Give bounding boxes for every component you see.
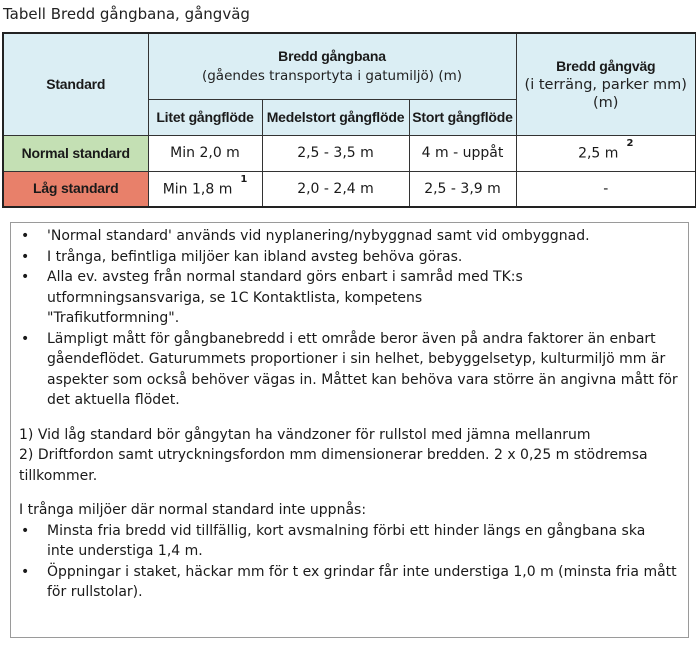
header-gangvag-title: Bredd gångväg xyxy=(556,57,656,74)
footnote-ref-1: 1 xyxy=(240,173,248,185)
header-stort-label: Stort gångflöde xyxy=(412,108,513,125)
row-label-normal-text: Normal standard xyxy=(21,144,130,161)
row-label-normal xyxy=(3,135,148,171)
cell-low-gangvag xyxy=(516,171,696,207)
header-gangvag xyxy=(516,33,696,135)
header-gangbana-group xyxy=(148,33,516,99)
list-item xyxy=(11,329,688,411)
header-gangvag-subtitle: (i terräng, parker mm) xyxy=(524,76,687,93)
list-item xyxy=(11,226,688,247)
list-item xyxy=(11,562,688,603)
header-gangbana-title: Bredd gångbana xyxy=(278,48,386,65)
cell-normal-gangvag-value: 2,5 m xyxy=(578,145,619,162)
cell-low-medel xyxy=(262,171,409,207)
header-gangvag-unit: (m) xyxy=(593,94,619,111)
cell-low-gangvag-value: - xyxy=(603,180,609,197)
bullet-icon: • xyxy=(21,522,30,539)
list-item-text: 'Normal standard' används vid nyplanering/nybyggnad samt vid ombyggnad. xyxy=(47,228,590,244)
cell-low-stort xyxy=(409,171,516,207)
header-medel xyxy=(262,99,409,135)
list-item xyxy=(11,267,688,329)
header-stort xyxy=(409,99,516,135)
narrow-environment-intro: I trånga miljöer där normal standard inte uppnås: xyxy=(19,502,367,518)
row-label-low xyxy=(3,171,148,207)
header-standard xyxy=(3,33,148,135)
list-item xyxy=(11,521,688,562)
bullet-icon: • xyxy=(21,228,30,244)
footnote-1: 1) Vid låg standard bör gångytan ha vändzoner för rullstol med jämna mellanrum xyxy=(19,426,591,443)
header-gangbana-subtitle: (gåendes transportyta i gatumiljö) (m) xyxy=(201,68,463,85)
table-row-low xyxy=(3,171,696,207)
cell-normal-stort xyxy=(409,135,516,171)
notes-box xyxy=(10,222,689,638)
list-item-text: I trånga, befintliga miljöer kan ibland avsteg behöva göras. xyxy=(47,248,463,265)
bullet-icon: • xyxy=(21,248,30,265)
list-item-text: Minsta fria bredd vid tillfällig, kort avsmalning förbi ett hinder längs en gångbana ska inte understiga 1,4 m. xyxy=(47,522,646,559)
footnote-ref-2: 2 xyxy=(626,138,634,150)
table-row-normal xyxy=(3,135,696,171)
bullet-icon: • xyxy=(21,269,30,285)
cell-normal-litet-value: Min 2,0 m xyxy=(170,145,240,161)
cell-normal-medel-value: 2,5 - 3,5 m xyxy=(297,145,374,161)
row-label-low-text: Låg standard xyxy=(32,180,119,197)
list-item xyxy=(11,247,688,268)
list-item-text: Öppningar i staket, häckar mm för t ex grindar får inte understiga 1,0 m (minsta fria mått för rullstolar). xyxy=(47,563,677,600)
cell-low-medel-value: 2,0 - 2,4 m xyxy=(297,180,374,197)
header-standard-label: Standard xyxy=(46,75,106,92)
cell-low-stort-value: 2,5 - 3,9 m xyxy=(424,180,501,197)
header-litet xyxy=(148,99,262,135)
cell-low-litet xyxy=(148,171,262,207)
table-caption: Tabell Bredd gångbana, gångväg xyxy=(3,5,250,23)
cell-normal-gangvag xyxy=(516,135,696,171)
header-medel-label: Medelstort gångflöde xyxy=(266,108,405,125)
cell-low-litet-value: Min 1,8 m xyxy=(162,181,233,198)
notes-list-narrow xyxy=(11,521,688,603)
width-table xyxy=(2,32,696,208)
list-item-text: Alla ev. avsteg från normal standard görs enbart i samråd med TK:s utformningsansvariga, se 1C Kontaktlista, kompetens "Trafikutformning". xyxy=(47,269,523,326)
cell-normal-medel xyxy=(262,135,409,171)
header-litet-label: Litet gångflöde xyxy=(156,108,254,125)
bullet-icon: • xyxy=(21,330,30,347)
bullet-icon: • xyxy=(21,563,30,580)
footnote-2: 2) Driftfordon samt utryckningsfordon mm dimensionerar bredden. 2 x 0,25 m stödremsa tillkommer. xyxy=(19,447,648,484)
list-item-text: Lämpligt mått för gångbanebredd i ett område beror även på andra faktorer än enbart gåendeflödet. Gaturummets proportioner i sin helhet, bebyggelsetyp, kulturmiljö mm är aspekter som också behöver vägas in. Måttet kan behöva vara större än angivna mått för det aktuella flödet. xyxy=(47,330,678,408)
cell-normal-stort-value: 4 m - uppåt xyxy=(421,145,504,161)
cell-normal-litet xyxy=(148,135,262,171)
notes-list-general xyxy=(11,226,688,411)
